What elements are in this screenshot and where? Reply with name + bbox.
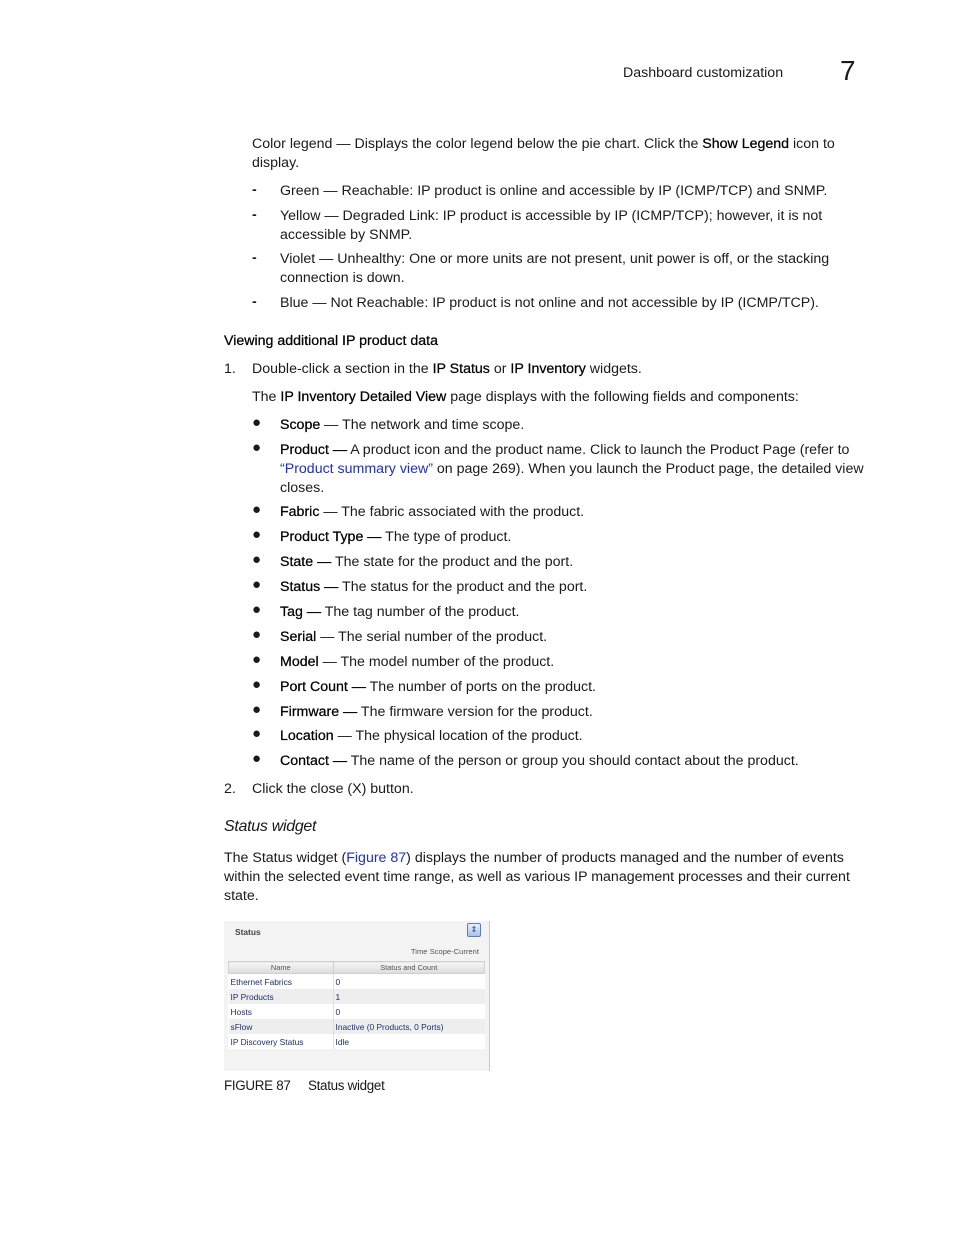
- field-desc: — The network and time scope.: [320, 417, 525, 433]
- dash-marker: -: [252, 250, 257, 266]
- field-term: Serial: [280, 629, 317, 645]
- table-row[interactable]: [229, 1004, 485, 1019]
- table-row[interactable]: [229, 1019, 485, 1034]
- status-widget-screenshot: [224, 921, 490, 1071]
- figure-title: Status widget: [308, 1078, 385, 1093]
- show-legend-keyword: Show Legend: [702, 136, 790, 152]
- status-widget-paragraph: [224, 849, 874, 906]
- field-desc: The type of product.: [381, 529, 512, 545]
- legend-item-text: Violet — Unhealthy: One or more units are not present, unit power is off, or the stacking connection is down.: [280, 251, 830, 286]
- time-scope-label: Time Scope-Current: [410, 947, 479, 956]
- column-header-status[interactable]: Status and Count: [333, 962, 485, 974]
- field-term: Contact —: [280, 753, 348, 769]
- step-number: 1.: [224, 361, 236, 377]
- status-table: [228, 961, 485, 1049]
- bullet-icon: ●: [252, 501, 262, 518]
- widget-empty-area: [228, 1052, 485, 1071]
- row-name: Ethernet Fabrics: [229, 974, 334, 990]
- table-row[interactable]: [229, 974, 485, 990]
- field-desc: — The model number of the product.: [318, 654, 555, 670]
- color-legend-intro: [252, 135, 872, 173]
- field-desc: A product icon and the product name. Click to launch the Product Page (refer to: [347, 442, 850, 458]
- figure-87-link[interactable]: Figure 87: [346, 850, 407, 866]
- legend-item-text: Yellow — Degraded Link: IP product is accessible by IP (ICMP/TCP); however, it is not accessible by SNMP.: [280, 208, 823, 243]
- dash-marker: -: [252, 207, 257, 223]
- widget-title: Status: [235, 927, 261, 937]
- row-value: Inactive (0 Products, 0 Ports): [333, 1019, 485, 1034]
- field-desc: The firmware version for the product.: [357, 704, 593, 720]
- table-row[interactable]: [229, 989, 485, 1004]
- field-term: Tag —: [280, 604, 322, 620]
- figure-caption: [224, 1078, 385, 1093]
- bullet-icon: ●: [252, 626, 262, 643]
- field-desc: The status for the product and the port.: [338, 579, 588, 595]
- field-desc: — The serial number of the product.: [316, 629, 548, 645]
- page-description: [252, 388, 872, 407]
- legend-item-text: Green — Reachable: IP product is online and accessible by IP (ICMP/TCP) and SNMP.: [280, 183, 828, 199]
- row-value: 1: [333, 989, 485, 1004]
- field-term: Port Count —: [280, 679, 366, 695]
- field-term: Product —: [280, 442, 348, 458]
- status-para-pre: The Status widget (: [224, 850, 347, 866]
- dash-marker: -: [252, 294, 257, 310]
- field-term: Product Type —: [280, 529, 382, 545]
- ip-status-keyword: IP Status: [432, 361, 490, 377]
- page-desc-pre: The: [252, 389, 281, 405]
- field-term: Status —: [280, 579, 339, 595]
- ip-inventory-keyword: IP Inventory: [510, 361, 586, 377]
- step-number: 2.: [224, 781, 236, 797]
- step1-pre: Double-click a section in the: [252, 361, 433, 377]
- bullet-icon: ●: [252, 576, 262, 593]
- row-name: IP Discovery Status: [229, 1034, 334, 1049]
- field-desc: The state for the product and the port.: [331, 554, 574, 570]
- field-desc: The number of ports on the product.: [365, 679, 596, 695]
- scroll-arrows-icon[interactable]: ⇕: [467, 923, 481, 937]
- field-term: Model: [280, 654, 319, 670]
- field-desc: The tag number of the product.: [321, 604, 520, 620]
- field-term: Firmware —: [280, 704, 358, 720]
- bullet-icon: ●: [252, 651, 262, 668]
- bullet-icon: ●: [252, 439, 262, 456]
- page-desc-post: page displays with the following fields and components:: [446, 389, 799, 405]
- row-value: 0: [335, 1006, 341, 1017]
- legend-item-text: Blue — Not Reachable: IP product is not online and not accessible by IP (ICMP/TCP).: [280, 295, 819, 311]
- status-widget-heading: Status widget: [224, 818, 317, 835]
- chapter-number: 7: [840, 55, 856, 86]
- bullet-icon: ●: [252, 725, 262, 742]
- step1-post: widgets.: [585, 361, 642, 377]
- running-header-title: Dashboard customization: [623, 65, 784, 81]
- row-name: sFlow: [229, 1019, 334, 1034]
- bullet-icon: ●: [252, 750, 262, 767]
- status-para-post: ) displays the number of products managed and the number of events within the selected event time range, as well as various IP management processes and their current state.: [224, 850, 850, 904]
- dash-marker: -: [252, 182, 257, 198]
- color-legend-intro-post: icon to display.: [252, 136, 835, 171]
- row-name: IP Products: [229, 989, 334, 1004]
- bullet-icon: ●: [252, 414, 262, 431]
- bullet-icon: ●: [252, 676, 262, 693]
- field-desc: The name of the person or group you should contact about the product.: [347, 753, 799, 769]
- column-header-name[interactable]: Name: [229, 962, 334, 974]
- row-value: Idle: [335, 1036, 350, 1047]
- step1-mid: or: [489, 361, 511, 377]
- table-row[interactable]: [229, 1034, 485, 1049]
- field-desc: — The physical location of the product.: [333, 728, 583, 744]
- step2-text: Click the close (X) button.: [252, 781, 414, 797]
- field-term: Scope: [280, 417, 321, 433]
- product-summary-link[interactable]: “Product summary view”: [280, 461, 433, 477]
- bullet-icon: ●: [252, 551, 262, 568]
- field-term: State —: [280, 554, 332, 570]
- field-term: Location: [280, 728, 334, 744]
- viewing-heading: [224, 332, 438, 351]
- bullet-icon: ●: [252, 601, 262, 618]
- viewing-heading-text: Viewing additional IP product data: [224, 333, 439, 349]
- table-header-row: [229, 962, 485, 974]
- detailed-view-keyword: IP Inventory Detailed View: [280, 389, 447, 405]
- color-legend-intro-pre: Color legend — Displays the color legend below the pie chart. Click the: [252, 136, 703, 152]
- row-name: Hosts: [229, 1004, 334, 1019]
- bullet-icon: ●: [252, 701, 262, 718]
- field-desc-continued: on page 269). When you launch the Product page, the detailed view closes.: [280, 461, 864, 496]
- bullet-icon: ●: [252, 526, 262, 543]
- field-desc: — The fabric associated with the product.: [319, 504, 585, 520]
- figure-label: FIGURE 87: [224, 1078, 291, 1093]
- row-value: 0: [335, 976, 341, 987]
- field-term: Fabric: [280, 504, 320, 520]
